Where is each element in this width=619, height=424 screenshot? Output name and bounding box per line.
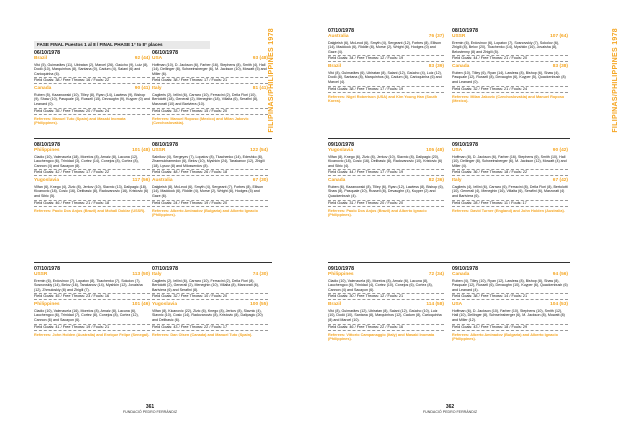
team-row bbox=[152, 86, 268, 92]
team-lineup: Vitó (8), Guimarães (6), Ubiratan (8), Saiani (12), Gaúcho (4), Luiz (12), Dodô (8), Santana (8), Marquinhos (6), Cadum (8), Carioquinha (6) and Marcel (4). bbox=[328, 70, 442, 84]
team-stats: Field Goals: 45 / Free Throws: 23 / Fouls: 16 bbox=[34, 293, 150, 300]
team-lineup: Eremin (6), Erdovinov (6), Lopatov (7), Sosnovskiy (7), Sokolov (6), Zhigili (8), Belov (20), Tkachenko (14), Myshkin (16), Jovaisha (8), Belostenny (8) and Zhigili (5). bbox=[452, 40, 560, 54]
page-number: 361 bbox=[145, 404, 155, 410]
match-date: 09/10/1978 bbox=[452, 266, 478, 272]
team-score: 113 (50) bbox=[132, 272, 150, 277]
team-score: 94 (56) bbox=[552, 272, 568, 277]
match-referees: Referees: Alberto Aminadov (Bulgaria) and Alberto Ignacio (Philippines). bbox=[452, 332, 558, 342]
team-lineup: Ruben (6), Kazanowski (8), Tilley (6), Ryan (12), Lawless (8), Bishop (6), Shaw (8), Pasquale (10), Russell (8), Devaughn (4), Kuyper (2) and Quackenbush (4). bbox=[328, 184, 444, 198]
row-separator bbox=[34, 138, 272, 139]
team-lineup: Ruben (4), Tilley (10), Ryan (12), Lawless (8), Bishop (8), Shaw (8), Pasquale (12), Russell (6), Devaughn (10), Kuyper (6), Quackenbush (6) and Leanard (4). bbox=[452, 278, 568, 292]
team-lineup: Hoffman (6), D. Jackson (10), Farber (10), Stephens (10), Smith (12), Hall (10), Dellinger (8), Schweinsberger (6), M. Jackson (8), Mowatt (8) and Miller (12). bbox=[452, 308, 565, 322]
team-name: USA bbox=[452, 302, 463, 308]
phase-header: FASE FINAL Puestos 1 al 8 / FINAL PHASE 1° to 8° places bbox=[34, 41, 210, 49]
team-stats: Field Goals: 31 / Free Throws: 20 / Fouls: 20 bbox=[328, 200, 444, 207]
team-row bbox=[34, 272, 150, 278]
match-date: 06/10/1978 bbox=[152, 50, 178, 56]
team-stats: Field Goals: 38 / Free Throws: 17 / Fouls: 19 bbox=[328, 86, 444, 93]
team-row bbox=[328, 302, 444, 308]
match-block bbox=[452, 142, 568, 213]
match-referees: Referees: Alberto Aminadov (Bulgaria) and Alberto Ignacio (Philippines). bbox=[152, 208, 258, 218]
match-date: 07/10/1978 bbox=[152, 266, 178, 272]
team-stats: Field Goals: 41 / Free Throws: 19 / Fouls: 21 bbox=[34, 324, 150, 331]
team-lineup: Vitó (5), Guimarães (11), Ubiratan (2), Marcel (26), Gaúcho (9), Luiz (8), Dodô (10), Marquinhos (8), Santana (0), Cadum (4), Saiani (6) and Carioquinha (6). bbox=[34, 62, 149, 76]
team-lineup: Hoffman (8), D. Jackson (6), Farber (16), Stephens (6), Smith (10), Hall (10), Dellinger (8), Schweinsberger (6), M. Jackson (12), Mowatt (4) and Miller (4). bbox=[452, 154, 567, 168]
team-name: Canada bbox=[452, 272, 470, 277]
team-row bbox=[34, 178, 150, 184]
match-referees: Referees: Milan Jakovic (Czechoslovakia) and Manuel Roposo (Mexico). bbox=[452, 94, 565, 104]
team-score: 101 (46) bbox=[132, 302, 150, 308]
team-stats: Field Goals: 42 / Free Throws: 17 / Fouls: 22 bbox=[34, 169, 150, 176]
team-lineup: Vitó (8), Guimarães (12), Ubiratan (8), Saiani (12), Gaúcho (10), Luiz (10), Dodô (10), Santana (8), Marquinhos (12), Cadum (8), Carioquinha (8) and Marcel (10). bbox=[328, 308, 442, 322]
team-lineup: Cladio (10), Valenzuela (16), Morelos (8), Arnaiz (8), Lacuna (6), Lauchengco (6), Trinidad (7), Cortez (8), Conejos (8), Cortez (12), Cannon (6) and Sacayon (6). bbox=[34, 308, 139, 322]
team-row bbox=[452, 178, 568, 184]
team-row bbox=[452, 302, 568, 308]
match-date: 07/10/1978 bbox=[328, 28, 354, 34]
team-score: 67 (42) bbox=[552, 178, 568, 184]
team-stats: Field Goals: 32 / Free Throws: 10 / Fouls: 20 bbox=[152, 293, 268, 300]
team-score: 104 (53) bbox=[550, 302, 568, 308]
left-page bbox=[0, 0, 300, 424]
match-referees: Referees: Vittorio Campanaggio (Italy) and Masaki Inomata (Philippines). bbox=[328, 332, 435, 342]
team-score: 81 (41) bbox=[252, 86, 268, 92]
team-score: 83 (38) bbox=[552, 64, 568, 70]
team-stats: Field Goals: 38 / Free Throws: 17 / Fouls: 21 bbox=[152, 77, 268, 84]
team-row bbox=[152, 272, 268, 278]
match-referees: Referees: Nigel Robertson (USA) and Kim Young Han (South Korea). bbox=[328, 94, 438, 104]
team-name: Philippines bbox=[34, 302, 60, 308]
team-row bbox=[328, 34, 444, 40]
team-row bbox=[328, 64, 444, 70]
match-block bbox=[328, 142, 444, 218]
team-row bbox=[328, 178, 444, 184]
right-page bbox=[300, 0, 619, 424]
team-score: 101 (48) bbox=[132, 148, 150, 153]
match-block bbox=[152, 142, 268, 218]
team-lineup: Vilfan (8), Kicanovic (22), Zizic (6), Knego (8), Jerkov (8), Slavnic (4), Slavnic (10), Cosic (14), Radovanovic (8), Kristovic (8), Dalipagic (20) and Delibasic (6). bbox=[152, 308, 263, 322]
match-block bbox=[34, 50, 150, 126]
match-block bbox=[328, 266, 444, 342]
team-name: Australia bbox=[328, 34, 349, 39]
match-block bbox=[452, 28, 568, 104]
team-lineup: Vilfan (8), Knego (6), Zizic (8), Jerkov (10), Slavnic (8), Dalipagic (20), Kicanovic (18), Cosic (16), Delibasic (8), Radovanovic (10), Kristovic (6) and Sibic (4). bbox=[328, 154, 443, 168]
team-lineup: Cladio (10), Valenzuela (18), Morelos (8), Arnaiz (8), Lacuna (12), Lauchengco (6), Trinidad (3), Cortez (14), Conejos (8), Cortez (8), Cannon (4) and Sacayon (8). bbox=[34, 154, 139, 168]
team-row bbox=[452, 148, 568, 154]
team-lineup: Caglieris (4), Iellini (6), Carraro (6), Ferracini (8), Della Fiori (8), Bertolotti (10), Generali (4), Meneghin (16), Villalta (6), Serafini (6), Marzorati (4) and Bariviera (6). bbox=[452, 184, 568, 198]
team-name: USA bbox=[452, 148, 463, 153]
team-score: 90 (42) bbox=[552, 148, 568, 153]
team-stats: Field Goals: 33 / Free Throws: 15 / Fouls: 20 bbox=[152, 108, 268, 115]
team-score: 74 (30) bbox=[252, 272, 268, 277]
vertical-title: FILIPINAS/PHILIPPINES 1978 bbox=[268, 28, 275, 133]
team-row bbox=[452, 34, 568, 40]
match-block bbox=[34, 142, 150, 213]
team-lineup: Hoffman (10), D. Jackson (6), Farber (16), Stephens (8), Smith (4), Hall (14), Dellinger (8), Schweinsberger (6), M. Jackson (10), Mowatt (5) and Miller (6). bbox=[152, 62, 267, 76]
match-date: 07/10/1978 bbox=[34, 266, 60, 272]
match-referees: Referees: Dan Olsen (Canada) and Manuel Tuto (Spain). bbox=[152, 332, 253, 337]
match-referees: Referees: David Turner (England) and John Holden (Australia). bbox=[452, 208, 565, 213]
team-row bbox=[34, 86, 150, 92]
match-referees: Referees: Manuel Roposo (Mexico) and Milan Jakovic (Czechoslovakia). bbox=[152, 116, 249, 126]
match-date: 06/10/1978 bbox=[34, 50, 60, 56]
team-row bbox=[452, 272, 568, 278]
team-score: 93 (48) bbox=[252, 56, 268, 61]
team-lineup: Ruben (5), Kazanowski (10), Tilley (8), Ryan (14), Lawless (9), Bishop (9), Shaw (10), Pasquale (3), Russell (15), Devaughn (9), Kuyper (0) and Leanard (0). bbox=[34, 92, 150, 106]
team-name: Australia bbox=[152, 178, 173, 184]
team-name: USA bbox=[152, 56, 163, 61]
team-name: Brazil bbox=[328, 302, 342, 308]
team-stats: Field Goals: 28 / Free Throws: 11 / Fouls: 17 bbox=[452, 200, 568, 207]
page-footer: FUNDACIÓ PEDRO FERRÁNDIZ bbox=[422, 410, 478, 414]
team-lineup: Dalgleish (6), McLeod (6), Smyth (4), Sergeant (12), Forbes (8), Ellison (14), Maddock (6), Riddle (8), Morse (2), Wright (6), Hodges (0) and Gaze (4). bbox=[328, 40, 442, 54]
team-score: 72 (34) bbox=[428, 272, 444, 277]
team-name: Italy bbox=[152, 86, 162, 92]
team-score: 105 (48) bbox=[426, 148, 444, 153]
team-score: 76 (37) bbox=[428, 34, 444, 39]
team-name: Philippines bbox=[34, 148, 60, 153]
team-stats: Field Goals: 46 / Free Throws: 22 / Fouls: 16 bbox=[328, 324, 444, 331]
team-stats: Field Goals: 36 / Free Throws: 18 / Fouls: 22 bbox=[452, 169, 568, 176]
team-lineup: Vilfan (6), Knego (4), Zizic (8), Jerkov (10), Slavnic (13), Dalipagic (18), Kicanovic (18), Cosic (16), Delibasic (8), Radovanovic (16), Kristovic (6) and Sibic (5). bbox=[34, 184, 149, 198]
team-name: Brazil bbox=[34, 56, 48, 61]
team-stats: Field Goals: 43 / Free Throws: 22 / Fouls: 17 bbox=[152, 324, 268, 331]
team-stats: Field Goals: 32 / Free Throws: 21 / Fouls: 24 bbox=[452, 86, 568, 93]
team-score: 82 (36) bbox=[428, 178, 444, 184]
team-stats: Field Goals: 35 / Free Throws: 20 / Fouls: 24 bbox=[34, 108, 150, 115]
team-score: 92 (44) bbox=[134, 56, 150, 61]
team-stats: Field Goals: 34 / Free Throws: 12 / Fouls: 19 bbox=[328, 55, 444, 62]
match-date: 09/10/1978 bbox=[452, 142, 478, 148]
team-name: Canada bbox=[328, 178, 346, 184]
team-score: 83 (39) bbox=[428, 64, 444, 70]
team-name: Canada bbox=[34, 86, 52, 92]
team-row bbox=[152, 56, 268, 62]
page-footer: FUNDACIÓ PEDRO FERRÁNDIZ bbox=[122, 410, 178, 414]
team-name: USSR bbox=[452, 34, 466, 39]
team-row bbox=[152, 178, 268, 184]
team-lineup: Ruben (10), Tilley (6), Ryan (14), Lawless (8), Bishop (6), Shaw (4), Pasquale (12), Russell (8), Devaughn (6), Kuyper (5), Quackenbush (8) and Leanard (0). bbox=[452, 70, 566, 84]
team-name: USSR bbox=[34, 272, 48, 277]
team-stats: Field Goals: 44 / Free Throws: 17 / Fouls: 19 bbox=[328, 169, 444, 176]
team-row bbox=[328, 272, 444, 278]
team-lineup: Caglieris (2), Iellini (6), Carraro (10), Ferracini (2), Della Fiori (10), Bertolotti (18), Generali (2), Meneghin (18), Villalta (6), Serafini (8), Marzorati (10) and Bariviera (10). bbox=[152, 92, 259, 106]
team-lineup: Cladio (10), Valenzuela (6), Morelos (8), Arnaiz (6), Lacuna (8), Lauchengco (6), Trinidad (4), Cortez (10), Conejos (6), Cortez (8), Cannon (4) and Sacayon (6). bbox=[328, 278, 433, 292]
team-stats: Field Goals: 30 / Free Throws: 12 / Fouls: 21 bbox=[328, 293, 444, 300]
team-stats: Field Goals: 48 / Free Throws: 26 / Fouls: 18 bbox=[152, 169, 268, 176]
team-row bbox=[328, 148, 444, 154]
team-score: 114 (58) bbox=[426, 302, 444, 308]
team-lineup: Dalgleish (8), McLeod (6), Smyth (4), Sergeant (7), Forbes (8), Ellison (14), Maddock (6), Riddle (4), Morse (2), Wright (8), Hodges (5) and Gaze (6). bbox=[152, 184, 264, 198]
team-row bbox=[152, 302, 268, 308]
team-stats: Field Goals: 38 / Free Throws: 14 / Fouls: 21 bbox=[452, 293, 568, 300]
row-separator bbox=[34, 262, 272, 263]
team-name: Canada bbox=[452, 64, 470, 70]
match-date: 08/10/1978 bbox=[452, 28, 478, 34]
match-referees: Referees: Paolo Dos Anjos (Brazil) and Mohall Doklar (USSR). bbox=[34, 208, 146, 213]
team-stats: Field Goals: 24 / Free Throws: 19 / Fouls: 20 bbox=[152, 200, 268, 207]
match-date: 09/10/1978 bbox=[328, 266, 354, 272]
match-referees: Referees: John Holden (Australia) and Enrique Felipe (Senegal). bbox=[34, 332, 150, 337]
match-date: 08/10/1978 bbox=[34, 142, 60, 148]
team-row bbox=[34, 302, 150, 308]
team-score: 90 (41) bbox=[134, 86, 150, 92]
team-name: Brazil bbox=[328, 64, 342, 70]
team-stats: Field Goals: 46 / Free Throws: 21 / Fouls: 18 bbox=[34, 200, 150, 207]
match-date: 08/10/1978 bbox=[152, 142, 178, 148]
team-row bbox=[34, 148, 150, 154]
match-block bbox=[328, 28, 444, 104]
match-referees: Referees: Paolo Dos Anjos (Brazil) and Alberto Ignacio (Philippines). bbox=[328, 208, 427, 218]
team-name: Italy bbox=[452, 178, 462, 184]
match-date: 09/10/1978 bbox=[328, 142, 354, 148]
team-name: Yugoslavia bbox=[328, 148, 354, 153]
match-referees: Referees: Manuel Tuto (Spain) and Masaki Inomata (Philippines). bbox=[34, 116, 126, 126]
team-name: Yugoslavia bbox=[34, 178, 60, 184]
team-score: 117 (56) bbox=[132, 178, 150, 184]
team-row bbox=[152, 148, 268, 154]
row-separator bbox=[328, 262, 570, 263]
team-lineup: Caglieris (2), Iellini (6), Carraro (10), Ferracini (2), Della Fiori (8), Bertolotti (2), Generali (2), Meneghin (10), Villalta (8), Marzorati (6), Bariviera (6) and Serafini (8). bbox=[152, 278, 259, 292]
match-block bbox=[34, 266, 150, 337]
team-name: Yugoslavia bbox=[152, 302, 178, 308]
team-lineup: Eremin (6), Erdovinov (7), Lopatov (8), Tkachenko (7), Sokolov (7), Sosnovskiy (14), Belov (16), Tarakanov (14), Myshkin (12), Jovaisha (12), Zhmuloskiy (8) and Zhigili (7). bbox=[34, 278, 143, 292]
team-row bbox=[34, 56, 150, 62]
match-block bbox=[452, 266, 568, 342]
row-separator bbox=[328, 138, 570, 139]
team-stats: Field Goals: 38 / Free Throws: 16 / Fouls: 22 bbox=[34, 77, 150, 84]
team-row bbox=[452, 64, 568, 70]
team-score: 100 (55) bbox=[250, 302, 268, 308]
team-score: 107 (64) bbox=[550, 34, 568, 39]
team-score: 122 (54) bbox=[250, 148, 268, 153]
match-block bbox=[152, 50, 268, 126]
page-number: 362 bbox=[445, 404, 455, 410]
team-name: Philippines bbox=[328, 272, 354, 277]
team-stats: Field Goals: 44 / Free Throws: 21 / Fouls: 20 bbox=[452, 55, 568, 62]
team-lineup: Salnikov (4), Sergeyev (7), Lopatov (8), Tkachenko (14), Edeshko (8), Zharmukhamedov (6), Belov (10), Myshkin (24), Tarakanov (12), Zhigili (18), Lysov (8) and Milosserdov (8). bbox=[152, 154, 265, 168]
team-name: Italy bbox=[152, 272, 162, 277]
team-name: USSR bbox=[152, 148, 166, 153]
vertical-title: FILIPINAS/PHILIPPINES 1978 bbox=[612, 28, 619, 133]
match-block bbox=[152, 266, 268, 337]
team-score: 67 (30) bbox=[252, 178, 268, 184]
team-stats: Field Goals: 43 / Free Throws: 18 / Fouls: 29 bbox=[452, 324, 568, 331]
